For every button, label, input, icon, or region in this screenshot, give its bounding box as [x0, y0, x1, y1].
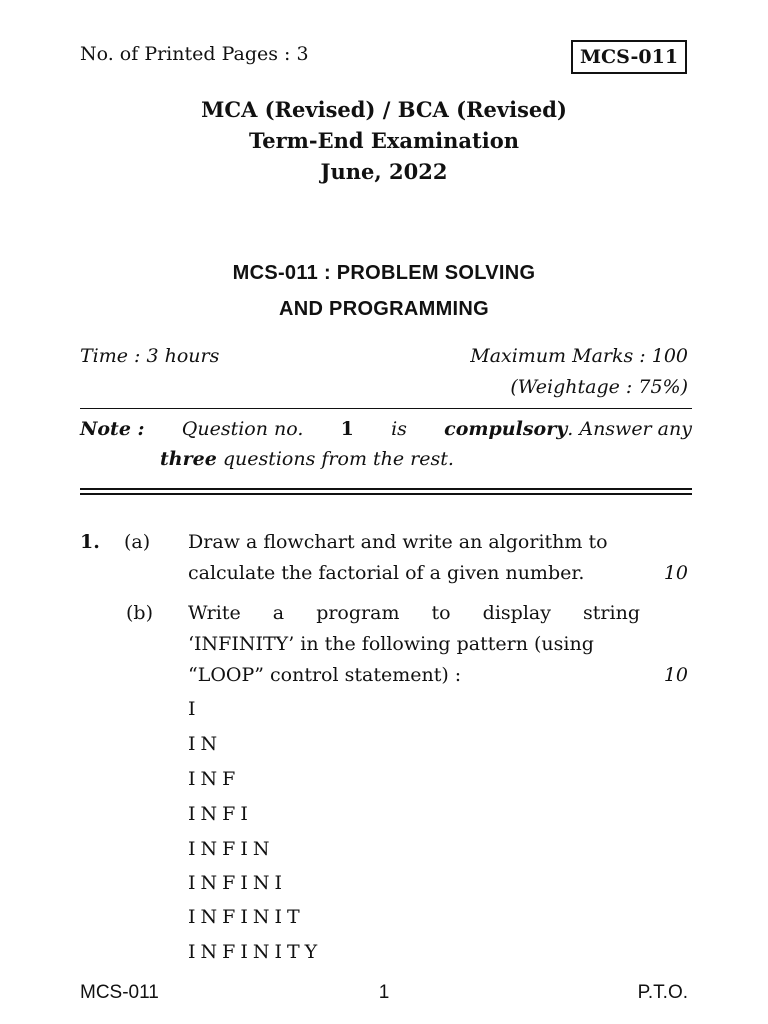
part-b-line3: “LOOP” control statement) :: [188, 664, 462, 686]
part-a-line1: Draw a flowchart and write an algorithm to: [188, 531, 608, 553]
pattern-line-8: INFINITY: [188, 941, 323, 963]
note-three: three: [160, 448, 217, 470]
note-line2: [160, 448, 692, 470]
exam-date: June, 2022: [320, 159, 448, 184]
page-number: 1: [378, 982, 390, 1003]
max-marks: Maximum Marks : 100: [470, 345, 688, 367]
note-block: [80, 418, 692, 470]
exam-type: Term-End Examination: [248, 128, 519, 153]
part-a-line2: calculate the factorial of a given number.: [188, 562, 585, 584]
pattern-line-5: INFIN: [188, 838, 275, 860]
note-compulsory: compulsory: [444, 418, 568, 440]
divider-double-2: [80, 493, 692, 495]
pattern-line-1: I: [188, 698, 201, 720]
printed-pages-count: No. of Printed Pages : 3: [80, 43, 309, 65]
part-a-label: (a): [124, 531, 151, 553]
footer-code: MCS-011: [80, 982, 159, 1003]
divider-double-1: [80, 488, 692, 490]
divider-top: [80, 408, 692, 409]
note-text-question: Question no.: [181, 418, 304, 440]
note-line1: [80, 418, 692, 440]
pattern-line-6: INFINI: [188, 872, 287, 894]
exam-program: MCA (Revised) / BCA (Revised): [201, 97, 567, 122]
pattern-line-2: IN: [188, 733, 223, 755]
note-text-rest: questions from the rest.: [216, 448, 454, 470]
question-number: 1.: [80, 531, 100, 553]
course-title-line2: AND PROGRAMMING: [278, 298, 490, 320]
pattern-line-3: INF: [188, 768, 241, 790]
note-text-is: is: [391, 418, 407, 440]
note-question-number: 1: [340, 418, 354, 440]
part-b-label: (b): [126, 602, 153, 624]
pattern-line-4: INFI: [188, 803, 253, 825]
paper-code-box: MCS-011: [571, 40, 687, 74]
pattern-line-7: INFINIT: [188, 906, 305, 928]
part-b-line1: Write a program to display string: [188, 602, 640, 624]
note-label: Note :: [80, 418, 145, 440]
part-b-marks: 10: [663, 664, 688, 686]
note-text-answer-any: . Answer any: [567, 418, 692, 440]
part-a-marks: 10: [663, 562, 688, 584]
course-title-line1: MCS-011 : PROBLEM SOLVING: [232, 262, 536, 284]
footer-pto: P.T.O.: [637, 982, 688, 1003]
part-b-line2: ‘INFINITY’ in the following pattern (using: [188, 633, 594, 655]
exam-time: Time : 3 hours: [80, 345, 220, 367]
weightage: (Weightage : 75%): [510, 376, 688, 398]
